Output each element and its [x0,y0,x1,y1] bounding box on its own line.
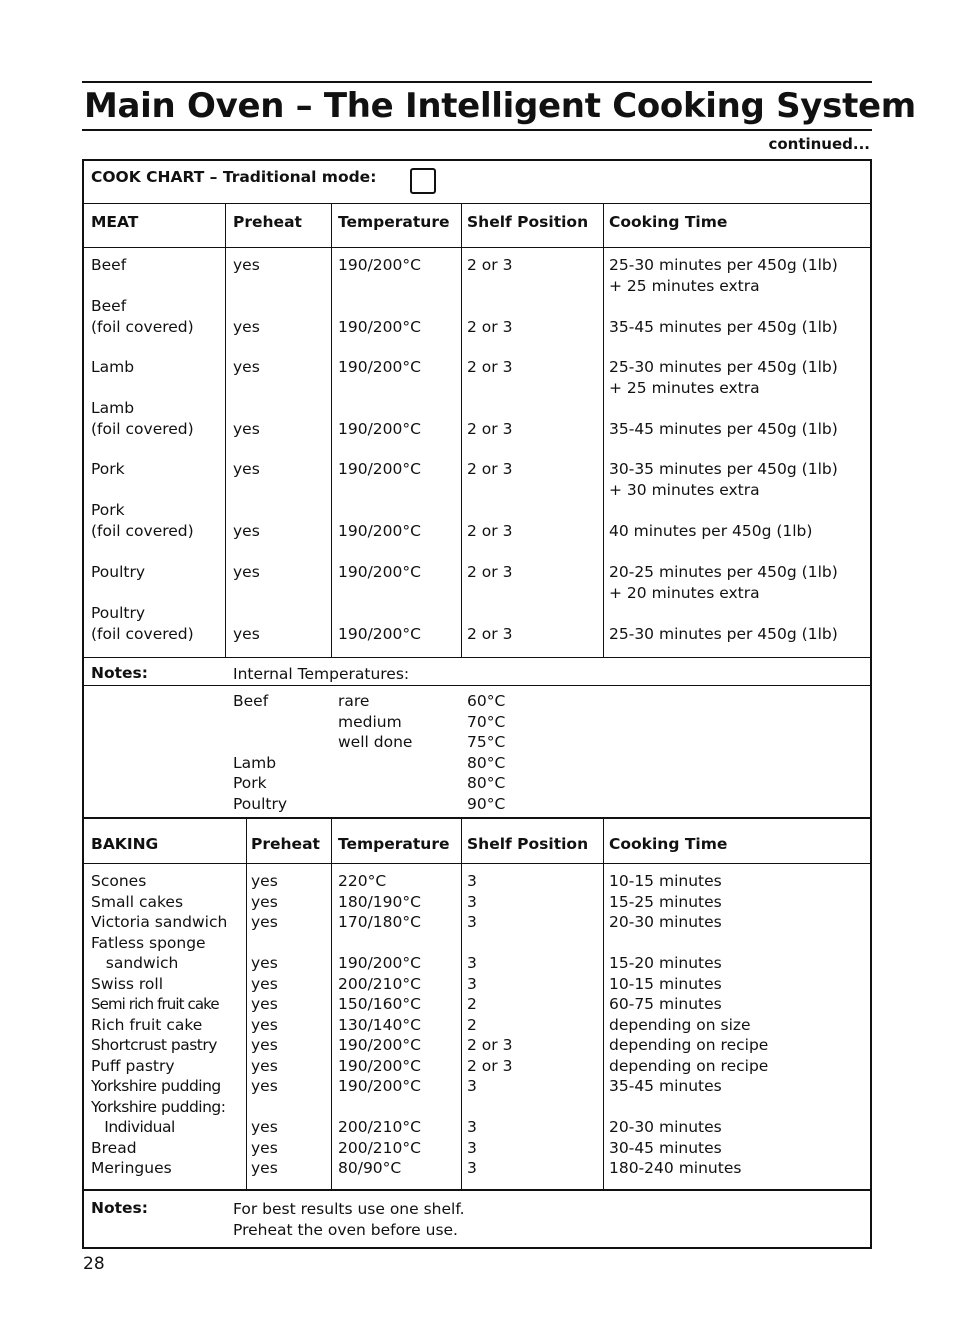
meat-shelf: 2 or 3 [467,419,513,438]
baking-shelf: 3 [467,1077,477,1095]
meat-shelf: 2 or 3 [467,624,513,643]
meat-shelf: 2 or 3 [467,521,513,540]
baking-temperature: 150/160°C [338,995,421,1013]
note-doneness: rare [338,692,370,710]
baking-preheat: yes [251,1077,278,1095]
meat-time: 25-30 minutes per 450g (1lb) + 25 minutes extra [609,358,838,397]
cook-chart [82,159,872,1249]
baking-time: 35-45 minutes [609,1077,722,1095]
meat-item: Poultry (foil covered) [91,604,194,643]
baking-shelf: 3 [467,1159,477,1177]
meat-shelf: 2 or 3 [467,358,513,376]
baking-item: Puff pastry [91,1056,175,1075]
meat-temperature: 190/200°C [338,460,421,478]
baking-time: 30-45 minutes [609,1138,722,1157]
baking-item: Meringues [91,1159,172,1177]
meat-temperature: 190/200°C [338,521,421,540]
meat-header-shelf: Shelf Position [467,213,589,231]
baking-time: 60-75 minutes [609,995,722,1013]
meat-notes-heading: Internal Temperatures: [233,665,410,683]
meat-time: 40 minutes per 450g (1lb) [609,521,813,540]
baking-preheat: yes [251,892,278,911]
baking-shelf: 2 [467,1015,477,1034]
baking-shelf: 3 [467,913,477,931]
baking-item: Yorkshire pudding [91,1077,221,1095]
meat-shelf: 2 or 3 [467,460,513,478]
meat-temperature: 190/200°C [338,624,421,643]
baking-temperature: 130/140°C [338,1015,421,1034]
divider [84,657,870,658]
meat-item: Lamb (foil covered) [91,399,194,438]
baking-shelf: 2 or 3 [467,1056,513,1075]
baking-header-item: BAKING [91,835,159,853]
meat-header-item: MEAT [91,213,139,231]
meat-item: Poultry [91,563,146,581]
baking-temperature: 170/180°C [338,913,421,931]
baking-item: Rich fruit cake [91,1015,203,1034]
baking-shelf: 3 [467,1118,477,1136]
baking-item: Small cakes [91,892,184,911]
meat-shelf: 2 or 3 [467,317,513,336]
traditional-mode-icon [410,168,436,194]
note-temperature: 60°C [467,692,506,710]
baking-temperature: 190/200°C [338,1056,421,1075]
baking-time: 20-30 minutes [609,1118,722,1136]
divider [84,685,870,686]
note-temperature: 90°C [467,794,506,813]
meat-col-divider [603,203,604,657]
baking-preheat: yes [251,1159,278,1177]
meat-time: 35-45 minutes per 450g (1lb) [609,419,838,438]
baking-item: Shortcrust pastry [91,1036,217,1054]
baking-shelf: 3 [467,872,477,890]
baking-time: 15-20 minutes [609,954,722,972]
note-temperature: 80°C [467,774,506,792]
baking-temperature: 190/200°C [338,1036,421,1054]
meat-time: 20-25 minutes per 450g (1lb) + 20 minutes extra [609,563,838,602]
meat-shelf: 2 or 3 [467,256,513,274]
meat-col-divider [461,203,462,657]
cook-chart-title: COOK CHART – Traditional mode: [91,168,377,186]
meat-preheat: yes [233,358,260,376]
meat-time: 30-35 minutes per 450g (1lb) + 30 minutes extra [609,460,838,499]
meat-preheat: yes [233,317,260,336]
baking-preheat: yes [251,1056,278,1075]
baking-header-temperature: Temperature [338,835,450,853]
baking-notes-label: Notes: [91,1199,148,1217]
meat-header-preheat: Preheat [233,213,302,231]
baking-shelf: 3 [467,1138,477,1157]
meat-time: 25-30 minutes per 450g (1lb) [609,624,838,643]
baking-temperature: 200/210°C [338,1118,421,1136]
baking-preheat: yes [251,954,278,972]
meat-time: 35-45 minutes per 450g (1lb) [609,317,838,336]
note-temperature: 75°C [467,733,506,751]
page-number: 28 [83,1254,105,1274]
baking-temperature: 200/210°C [338,974,421,993]
baking-time: depending on recipe [609,1036,769,1054]
baking-preheat: yes [251,1036,278,1054]
note-meat: Pork [233,774,267,792]
baking-item: Scones [91,872,147,890]
baking-preheat: yes [251,1138,278,1157]
title-bottom-rule [82,129,872,131]
baking-shelf: 3 [467,892,477,911]
divider [84,247,870,248]
meat-temperature: 190/200°C [338,317,421,336]
meat-col-divider [331,203,332,657]
baking-item: Fatless sponge sandwich [91,933,206,972]
baking-item: Semi rich fruit cake [91,995,219,1013]
baking-item: Victoria sandwich [91,913,228,931]
meat-temperature: 190/200°C [338,256,421,274]
meat-preheat: yes [233,563,260,581]
baking-col-divider [603,819,604,1189]
note-doneness: well done [338,733,413,751]
baking-time: 10-15 minutes [609,974,722,993]
baking-preheat: yes [251,1118,278,1136]
baking-temperature: 220°C [338,872,387,890]
baking-header-time: Cooking Time [609,835,728,853]
meat-temperature: 190/200°C [338,563,421,581]
meat-header-temperature: Temperature [338,213,450,231]
divider [84,203,870,204]
note-temperature: 70°C [467,712,506,731]
divider [84,863,870,864]
baking-preheat: yes [251,1015,278,1034]
baking-col-divider [331,819,332,1189]
note-temperature: 80°C [467,753,506,772]
baking-preheat: yes [251,872,278,890]
title-top-rule [82,81,872,83]
meat-preheat: yes [233,256,260,274]
baking-temperature: 190/200°C [338,954,421,972]
baking-preheat: yes [251,995,278,1013]
baking-shelf: 2 or 3 [467,1036,513,1054]
meat-temperature: 190/200°C [338,419,421,438]
meat-preheat: yes [233,521,260,540]
baking-time: depending on size [609,1015,751,1034]
page-title: Main Oven – The Intelligent Cooking System [84,86,916,126]
divider [84,1189,870,1191]
meat-temperature: 190/200°C [338,358,421,376]
baking-item: Swiss roll [91,974,164,993]
baking-time: 10-15 minutes [609,872,722,890]
baking-temperature: 80/90°C [338,1159,402,1177]
meat-header-time: Cooking Time [609,213,728,231]
baking-preheat: yes [251,974,278,993]
baking-time: 15-25 minutes [609,892,722,911]
baking-note-line: Preheat the oven before use. [233,1220,458,1239]
note-doneness: medium [338,712,402,731]
baking-shelf: 3 [467,974,477,993]
baking-col-divider [461,819,462,1189]
baking-time: depending on recipe [609,1056,769,1075]
baking-temperature: 200/210°C [338,1138,421,1157]
baking-preheat: yes [251,913,278,931]
meat-preheat: yes [233,624,260,643]
meat-item: Beef (foil covered) [91,297,194,336]
baking-temperature: 180/190°C [338,892,421,911]
note-meat: Poultry [233,794,288,813]
baking-header-shelf: Shelf Position [467,835,589,853]
baking-shelf: 3 [467,954,477,972]
baking-time: 20-30 minutes [609,913,722,931]
meat-item: Lamb [91,358,135,376]
note-meat: Lamb [233,753,277,772]
meat-time: 25-30 minutes per 450g (1lb) + 25 minutes extra [609,256,838,295]
meat-item: Pork (foil covered) [91,501,194,540]
baking-shelf: 2 [467,995,477,1013]
meat-col-divider [225,203,226,657]
continued-label: continued... [768,135,870,153]
meat-preheat: yes [233,419,260,438]
meat-item: Beef [91,256,127,274]
meat-item: Pork [91,460,125,478]
divider [84,817,870,819]
meat-notes-label: Notes: [91,664,148,682]
meat-preheat: yes [233,460,260,478]
baking-col-divider [246,819,247,1189]
meat-shelf: 2 or 3 [467,563,513,581]
baking-note-line: For best results use one shelf. [233,1200,465,1218]
baking-temperature: 190/200°C [338,1077,421,1095]
note-meat: Beef [233,692,269,710]
baking-item: Bread [91,1138,137,1157]
baking-item: Yorkshire pudding: Individual [91,1097,226,1136]
baking-time: 180-240 minutes [609,1159,742,1177]
baking-header-preheat: Preheat [251,835,320,853]
